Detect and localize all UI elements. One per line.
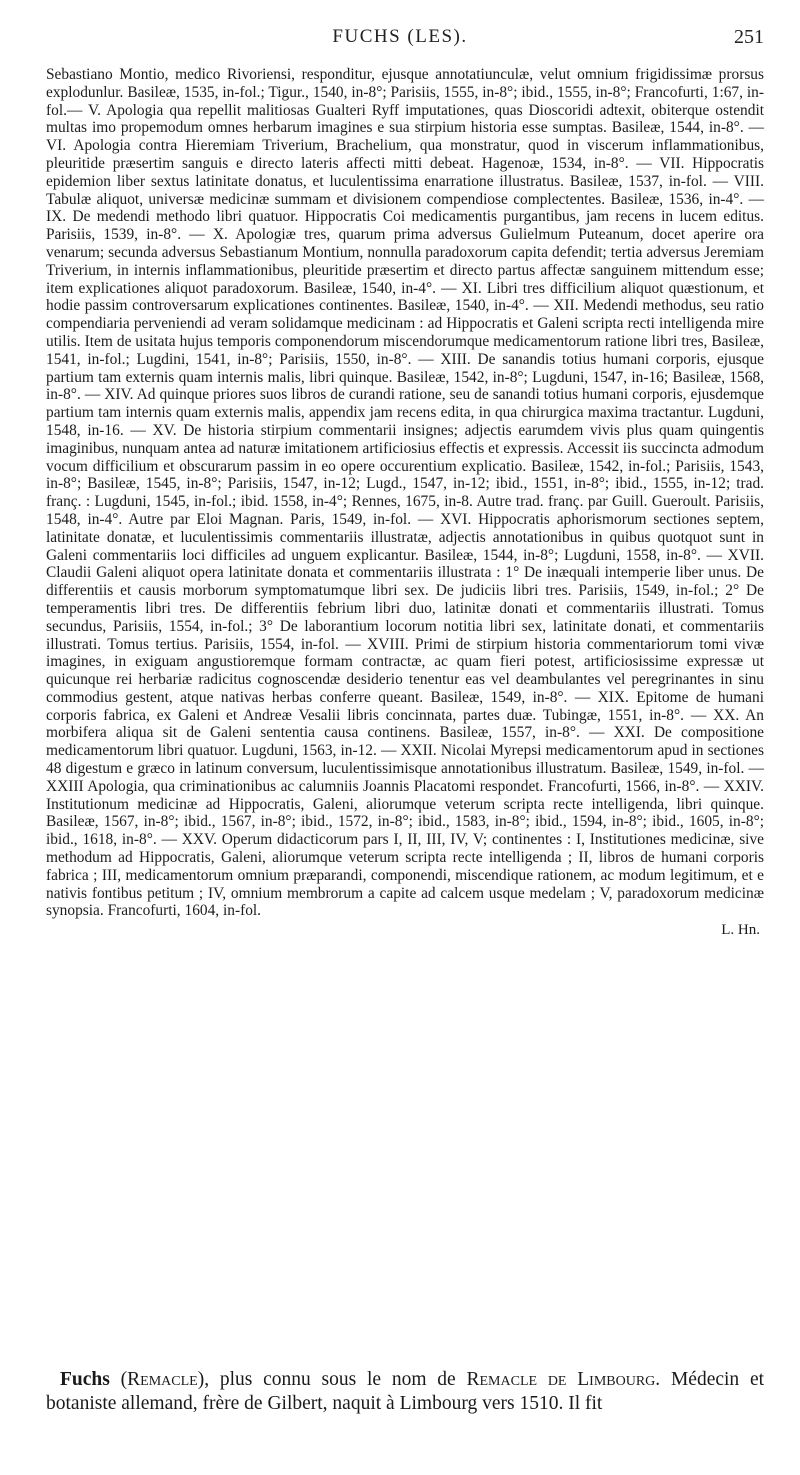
entry-headword: Fuchs — [60, 1369, 110, 1390]
entry-qualifier: (Remacle) — [120, 1369, 205, 1390]
page-number: 251 — [734, 26, 764, 48]
bibliography-text: Sebastiano Montio, medico Rivoriensi, responditur, ejusque annotatiunculæ, velut omnium frigidissimæ prorsus explodunlur. Basileæ, 1535, in-fol.; Tigur., 1540, in-8°; Parisiis, 1555, in-8°; ibid., 1555, in-8°; Francofurti, 1:67, in-fol.— V. Apologia qua repellit malitiosas Gualteri Ryff imputationes, quas Dioscoridi adtexit, obiterque ostendit multas imo propemodum omnes herbarum imagines e sua stirpium historia esse sumptas. Basileæ, 1544, in-8°. — VI. Apologia contra Hieremiam Triverium, Brachelium, qua monstratur, quod in viscerum inflammationibus, pleuritide præsertim sanguis e directo lateris affecti mitti debeat. Hagenoæ, 1534, in-8°. — VII. Hippocratis epidemion liber sextus latinitate donatus, et luculentissima enarratione illustratus. Basileæ, 1537, in-fol. — VIII. Tabulæ aliquot, universæ medicinæ summam et divisionem compendiose complectentes. Basileæ, 1536, in-4°. — IX. De medendi methodo libri quatuor. Hippocratis Coi medicamentis purgantibus, jam recens in lucem editus. Parisiis, 1539, in-8°. — X. Apologiæ tres, quarum prima adversus Gulielmum Puteanum, docet aperire ora venarum; secunda adversus Sebastianum Montium, nonnulla paradoxorum capita defendit; tertia adversus Jeremiam Triverium, in internis inflammationibus, pleuritide præsertim et directo partus affectæ sanguinem mittendum esse; item explicationes aliquot paradoxorum. Basileæ, 1540, in-4°. — XI. Libri tres difficilium aliquot quæstionum, et hodie passim controversarum explicationes continentes. Basileæ, 1540, in-4°. — XII. Medendi methodus, seu ratio compendiaria perveniendi ad veram solidamque medicinam : ad Hippocratis et Galeni scripta recti intelligenda mire utilis. Item de usitata hujus temporis componendorum miscendorumque medicamentorum ratione libri tres, Basileæ, 1541, in-fol.; Lugdini, 1541, in-8°; Parisiis, 1550, in-8°. — XIII. De sanandis totius humani corporis, ejusque partium tam externis quam internis malis, libri quinque. Basileæ, 1542, in-8°; Lugduni, 1547, in-16; Basileæ, 1568, in-8°. — XIV. Ad quinque priores suos libros de curandi ratione, seu de sanandi totius humani corporis, ejusdemque partium tam internis quam externis malis, appendix jam recens edita, in qua chirurgica maxima tractantur. Lugduni, 1548, in-16. — XV. De historia stirpium commentarii insignes; adjectis earumdem vivis plus quam quingentis imaginibus, nunquam antea ad naturæ imitationem artificiosius effectis et expressis. Accessit iis succincta admodum vocum difficilium et obscurarum passim in eo opere occurentium explicatio. Basileæ, 1542, in-fol.; Parisiis, 1543, in-8°; Basileæ, 1545, in-8°; Parisiis, 1547, in-12; Lugd., 1547, in-12; ibid., 1551, in-8°; ibid., 1555, in-12; trad. franç. : Lugduni, 1545, in-fol.; ibid. 1558, in-4°; Rennes, 1675, in-8. Autre trad. franç. par Guill. Gueroult. Parisiis, 1548, in-4°. Autre par Eloi Magnan. Paris, 1549, in-fol. — XVI. Hippocratis aphorismorum sectiones septem, latinitate donatæ, et luculentissimis commentariis illustratæ, adjectis annotationibus in quibus quotquot sunt in Galeni commentariis loci difficiles ad unguem explicantur. Basileæ, 1544, in-8°; Lugduni, 1558, in-8°. — XVII. Claudii Galeni aliquot opera latinitate donata et commentariis illustrata : 1° De inæquali intemperie liber unus. De differentiis et causis morborum symptomatumque libri sex. De judiciis libri tres. Parisiis, 1549, in-fol.; 2° De temperamentis libri tres. De differentiis febrium libri duo, latinitæ donati et commentariis illustrati. Tomus secundus, Parisiis, 1554, in-fol.; 3° De laborantium locorum notitia libri sex, latinitate donati, et commentariis illustrati. Tomus tertius. Parisiis, 1554, in-fol. — XVIII. Primi de stirpium historia commentariorum tomi vivæ imagines, in exiguam angustioremque formam contractæ, ac quam fieri potest, artificiosissime expressæ ut quicunque rei herbariæ radicitus cognoscendæ desiderio tenentur eas vel deambulantes vel peregrinantes in sinu commodius gestent, atque nativas herbas conferre queant. Basileæ, 1549, in-8°. — XIX. Epitome de humani corporis fabrica, ex Galeni et Andreæ Vesalii libris concinnata, partes duæ. Tubingæ, 1551, in-8°. — XX. An morbifera aliqua sit de Galeni sententia causa continens. Basileæ, 1557, in-8°. — XXI. De compositione medicamentorum libri quatuor. Lugduni, 1563, in-12. — XXII. Nicolai Myrepsi medicamentorum apud in sectiones 48 digestum e græco in latinum conversum, luculentissimisque annotationibus illustratum. Basileæ, 1549, in-fol. — XXIII Apologia, qua criminationibus ac calumniis Joannis Placatomi respondet. Francofurti, 1566, in-8°. — XXIV. Institutionum medicinæ ad Hippocratis, Galeni, aliorumque veterum scripta recte intelligenda, libri quinque. Basileæ, 1567, in-8°; ibid., 1567, in-8°; ibid., 1572, in-8°; ibid., 1583, in-8°; ibid., 1594, in-8°; ibid., 1605, in-8°; ibid., 1618, in-8°. — XXV. Operum didacticorum pars I, II, III, IV, V; continentes : I, Institutiones medicinæ, sive methodum ad Hippocratis, Galeni, aliorumque veterum scripta recte intelligenda ; II, libros de humani corporis fabrica ; III, medicamentorum omnium præparandi, componendi, miscendique rationem, ac modum legitimum, et e nativis fontibus petitum ; IV, omnium membrorum a capite ad calcem usque medelam ; V, paradoxorum medicinæ synopsia. Francofurti, 1604, in-fol. — [46, 66, 764, 920]
bibliography-paragraph — [46, 66, 764, 940]
entry-text-part2: . Médecin et botaniste allemand, frère de Gilbert, naquit à Limbourg vers 1510. Il fit — [46, 1369, 765, 1414]
next-entry-paragraph — [46, 1368, 764, 1416]
running-head — [0, 22, 800, 52]
page-header-title: FUCHS (LES). — [332, 26, 468, 47]
entry-alt-name: Remacle de Limbourg — [466, 1369, 656, 1390]
entry-text-part1: , plus connu sous le nom de — [204, 1369, 467, 1390]
author-signature: L. Hn. — [721, 922, 760, 939]
